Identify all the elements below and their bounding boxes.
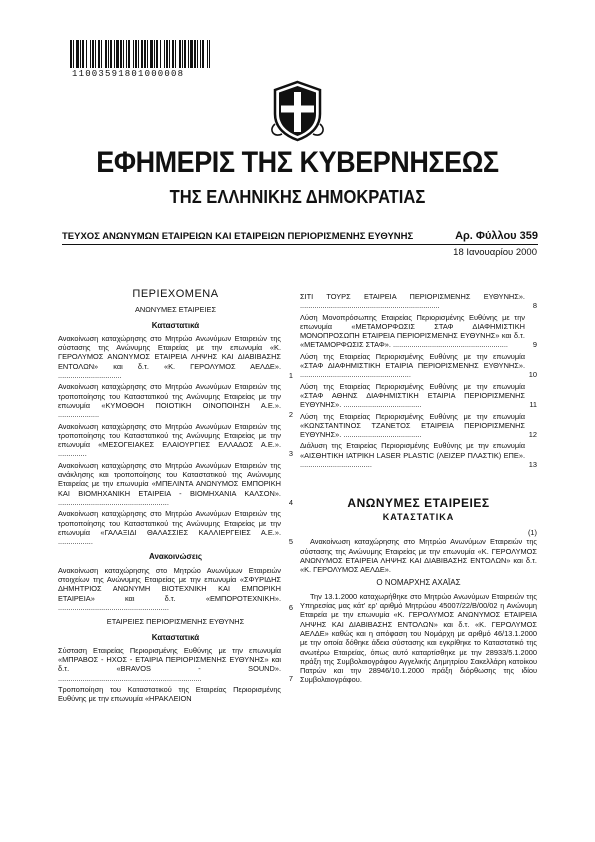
contents-entry <box>58 646 293 683</box>
contents-section-epe: ΕΤΑΙΡΕΙΕΣ ΠΕΡΙΟΡΙΣΜΕΝΗΣ ΕΥΘΥΝΗΣ <box>106 617 245 627</box>
contents-entry-page: 5 <box>288 537 293 547</box>
contents-entry-page: 7 <box>288 673 293 683</box>
contents-entry-text: Ανακοίνωση καταχώρησης στο Μητρώο Ανωνύμων Εταιρειών της τροποποίησης του Καταστατικού της Ανώνυμης Εταιρείας με την επωνυμία «ΚΥΜΟΘΟΗ ΠΟΙΟΤΙΚΗ ΟΙΝΟΠΟΙΗΣΗ Α.Ε.». .................... <box>58 382 281 420</box>
contents-entry <box>300 313 537 350</box>
barcode-bar <box>190 40 193 68</box>
barcode-bar <box>144 40 146 68</box>
contents-entry <box>58 509 293 546</box>
contents-entry <box>300 292 537 311</box>
contents-entry <box>58 685 293 704</box>
barcode-bar <box>182 40 183 68</box>
contents-entry <box>300 441 537 469</box>
barcode-bar <box>76 40 79 68</box>
barcode-bar <box>207 40 208 68</box>
barcode-bar <box>90 40 91 68</box>
contents-entry-page: 12 <box>528 430 537 440</box>
contents-entry-page: 9 <box>532 340 537 350</box>
barcode-bar <box>92 40 94 68</box>
body-section-title: ΑΝΩΝΥΜΕΣ ΕΤΑΙΡΕΙΕΣ <box>347 496 490 511</box>
barcode-bar <box>98 40 100 68</box>
barcode-bar <box>188 40 189 68</box>
contents-section-ae: ΑΝΩΝΥΜΕΣ ΕΤΑΙΡΕΙΕΣ <box>134 305 217 315</box>
barcode-bar <box>175 40 176 68</box>
barcode-bar <box>172 40 174 68</box>
contents-title: ΠΕΡΙΕΧΟΜΕΝΑ <box>132 288 219 300</box>
barcode-bar <box>70 40 72 68</box>
barcode-bar <box>114 40 115 68</box>
barcode-bar <box>86 40 87 68</box>
contents-entry <box>300 412 537 440</box>
sheet-number: Αρ. Φύλλου 359 <box>455 230 538 242</box>
barcode-bar <box>154 40 155 68</box>
barcode-bar <box>141 40 143 68</box>
contents-entry-text: Ανακοίνωση καταχώρησης στο Μητρώο Ανωνύμων Εταιρειών στοιχείων της Ανώνυμης Εταιρείας με την επωνυμία «ΣΦΥΡΙΔΗΣ ΔΗΜΗΤΡΙΟΣ ΑΝΩΝΥΜΗ ΒΙΟΤΕΧΝΙΚΗ ΚΑΙ ΕΜΠΟΡΙΚΗ ΕΤΑΙΡΕΙΑ» και δ.τ. «ΕΜΠΟΡΟΤΕΧΝΙΚΗ». ...................................................... <box>58 565 281 612</box>
barcode-bar <box>128 40 130 68</box>
barcode-bar <box>82 40 84 68</box>
barcode-number: 11003591801000008 <box>72 69 185 79</box>
barcode-bar <box>80 40 81 68</box>
barcode-bar <box>150 40 153 68</box>
contents-sub-announcements: Ανακοινώσεις <box>148 552 202 562</box>
barcode-bar <box>110 40 112 68</box>
barcode-bar <box>123 40 124 68</box>
prefect-heading: Ο ΝΟΜΑΡΧΗΣ ΑΧΑΪΑΣ <box>376 578 461 588</box>
barcode-bar <box>202 40 204 68</box>
contents-entry <box>300 382 537 410</box>
item-number: (1) <box>527 527 537 537</box>
contents-entry-page: 1 <box>288 371 293 381</box>
barcode-bar <box>179 40 181 68</box>
contents-entry-text: Λύση Μονοπρόσωπης Εταιρείας Περιορισμένης Ευθύνης με την επωνυμία «ΜΕΤΑΜΟΡΦΩΣΙΣ ΣΤΑΦ ΔΙΑΦΗΜΙΣΤΙΚΗ ΜΟΝΟΠΡΟΣΩΠΗ ΕΤΑΙΡΕΙΑ ΠΕΡΙΟΡΙΣΜΕΝΗΣ ΕΥΘΥΝΗΣ» και δ.τ. «ΜΕΤΑΜΟΡΦΩΣΙΣ ΣΤΑΦ». ........................................................ <box>300 312 525 350</box>
contents-entry-text: Σύσταση Εταιρείας Περιορισμένης Ευθύνης με την επωνυμία «ΜΠΡΑΒΟΣ - ΗΧΟΣ - ΕΤΑΙΡΙΑ ΠΕΡΙΟΡΙΣΜΕΝΗΣ ΕΥΘΥΝΗΣ» και δ.τ. «BRAVOS - SOUND». ...................................................................... <box>58 645 281 683</box>
barcode-bar <box>133 40 134 68</box>
barcode-bar <box>105 40 107 68</box>
contents-entry-text: Ανακοίνωση καταχώρησης στο Μητρώο Ανωνύμων Εταιρειών της τροποποίησης του Καταστατικού της Ανώνυμης Εταιρείας με την επωνυμία «ΜΕΣΟΓΕΙΑΚΕΣ ΕΛΑΙΟΥΡΓΙΕΣ ΕΛΛΑΔΟΣ Α.Ε.». .............. <box>58 421 281 459</box>
barcode-bar <box>116 40 119 68</box>
page-title: ΕΦΗΜΕΡΙΣ ΤΗΣ ΚΥΒΕΡΝΗΣΕΩΣ <box>96 146 499 179</box>
body-sub-title: ΚΑΤΑΣΤΑΤΙΚΑ <box>382 511 455 522</box>
contents-entry-page: 8 <box>532 301 537 311</box>
contents-column-left <box>58 290 293 706</box>
barcode-bar <box>166 40 168 68</box>
barcode-bar <box>184 40 186 68</box>
barcode-bar <box>95 40 96 68</box>
contents-entry-page: 3 <box>288 449 293 459</box>
barcode-bar <box>135 40 137 68</box>
contents-entry-text: ΣΙΤΙ ΤΟΥΡΣ ΕΤΑΙΡΕΙΑ ΠΕΡΙΟΡΙΣΜΕΝΗΣ ΕΥΘΥΝΗΣ». .................................................................... <box>300 292 525 311</box>
contents-entry-text: Διάλυση της Εταιρείας Περιορισμένης Ευθύνης με την επωνυμία «ΑΙΣΘΗΤΙΚΗ ΙΑΤΡΙΚΗ LASER PLASTIC (ΛΕΙΖΕΡ ΠΛΑΣΤΙΚ) ΕΠΕ». ................................... <box>300 441 525 470</box>
barcode-bar <box>164 40 165 68</box>
contents-entry-page: 4 <box>288 497 293 507</box>
barcode-bar <box>209 40 210 68</box>
page-subtitle: ΤΗΣ ΕΛΛΗΝΙΚΗΣ ΔΗΜΟΚΡΑΤΙΑΣ <box>169 187 426 207</box>
contents-entry <box>58 566 293 612</box>
barcode-bar <box>101 40 102 68</box>
contents-entry-text: Ανακοίνωση καταχώρησης στο Μητρώο Ανωνύμων Εταιρειών της ανάκλησης και τροποποίησης του Καταστατικού της Ανώνυμης Εταιρείας με την επωνυμία «ΜΠΕΛΙΝΤΑ ΑΝΩΝΥΜΟΣ ΕΜΠΟΡΙΚΗ ΚΑΙ ΒΙΟΜΗΧΑΝΙΚΗ ΕΤΑΙΡΕΙΑ - ΒΙΟΜΗΧΑΝΙΑ ΚΑΛΣΟΝ». ...................................................... <box>58 460 281 507</box>
barcode-bar <box>156 40 158 68</box>
contents-column-right <box>300 292 537 685</box>
coat-of-arms-icon <box>270 80 325 142</box>
contents-entry-page: 13 <box>528 460 537 470</box>
body-intro: Ανακοίνωση καταχώρησης στο Μητρώο Ανωνύμων Εταιρειών της σύστασης της Ανώνυμης Εταιρείας με την επωνυμία «Κ. ΓΕΡΟΛΥΜΟΣ ΑΝΩΝΥΜΟΣ ΕΤΑΙΡΕΙΑ ΛΗΨΗΣ ΚΑΙ ΔΙΑΒΙΒΑΣΗΣ ΕΝΤΟΛΩΝ» και δ.τ. «Κ. ΓΕΡΟΛΥΜΟΣ ΑΕΛΔΕ». <box>300 537 537 575</box>
contents-entry-page: 11 <box>529 400 537 410</box>
barcode-bar <box>200 40 201 68</box>
body-paragraph: Την 13.1.2000 καταχωρήθηκε στο Μητρώο Ανωνύμων Εταιρειών της Υπηρεσίας μας κάτ' ερ' αριθμό Μητρώου 45007/22/Β/00/02 η Ανώνυμη Εταιρεία με την επωνυμία «Κ. ΓΕΡΟΛΥΜΟΣ ΑΝΩΝΥΜΟΣ ΕΤΑΙΡΕΙΑ ΛΗΨΗΣ ΚΑΙ ΔΙΑΒΙΒΑΣΗΣ ΕΝΤΟΛΩΝ» και δ.τ. «Κ. ΓΕΡΟΛΥΜΟΣ ΑΕΛΔΕ» καθώς και η απόφαση του Νομάρχη με αριθμό 46/13.1.2000 με την οποία δόθηκε άδεια σύστασης και εγκρίθηκε το Καταστατικό της ανωτέρω Εταιρείας, όπως αυτό καταρτίσθηκε με την 28933/5.1.2000 πράξη της Συμβολαιογράφου Αγγελικής Δημητρίου Σακελλάρη κατοίκου Πατρών και την 28946/10.1.2000 πράξη διόρθωσης της ιδίου Συμβολαιογράφου. <box>300 591 537 685</box>
contents-entry <box>58 422 293 459</box>
contents-entry <box>300 352 537 380</box>
barcode <box>70 40 210 68</box>
contents-sub-statutes: Καταστατικά <box>151 320 200 330</box>
issue-type: ΤΕΥΧΟΣ ΑΝΩΝΥΜΩΝ ΕΤΑΙΡΕΙΩΝ ΚΑΙ ΕΤΑΙΡΕΙΩΝ ΠΕΡΙΟΡΙΣΜΕΝΗΣ ΕΥΘΥΝΗΣ <box>62 231 414 242</box>
contents-entry <box>58 461 293 507</box>
issue-date: 18 Ιανουαρίου 2000 <box>453 247 537 258</box>
contents-sub-statutes-epe: Καταστατικά <box>151 632 200 642</box>
contents-entry-text: Τροποποίηση του Καταστατικού της Εταιρείας Περιορισμένης Ευθύνης με την επωνυμία «ΗΡΑΚΛΕΙΟΝ <box>58 684 281 704</box>
contents-entry <box>58 382 293 419</box>
barcode-bar <box>138 40 139 68</box>
barcode-bar <box>169 40 170 68</box>
barcode-bar <box>126 40 127 68</box>
barcode-bar <box>73 40 74 68</box>
contents-entry-text: Ανακοίνωση καταχώρησης στο Μητρώο Ανωνύμων Εταιρειών της σύστασης της Ανώνυμης Εταιρείας με την επωνυμία «Κ. ΓΕΡΟΛΥΜΟΣ ΑΝΩΝΥΜΟΣ ΕΤΑΙΡΕΙΑ ΛΗΨΗΣ ΚΑΙ ΔΙΑΒΙΒΑΣΗΣ ΕΝΤΟΛΩΝ» και δ.τ. «Κ. ΓΕΡΟΛΥΜΟΣ ΑΕΛΔΕ». ............................... <box>58 333 281 381</box>
barcode-bar <box>120 40 122 68</box>
barcode-bar <box>194 40 196 68</box>
barcode-bar <box>147 40 148 68</box>
contents-entry-page: 6 <box>288 602 293 612</box>
barcode-bar <box>197 40 198 68</box>
barcode-bar <box>160 40 161 68</box>
contents-entry-text: Λύση της Εταιρείας Περιορισμένης Ευθύνης με την επωνυμία «ΣΤΑΦ ΔΙΑΦΗΜΙΣΤΙΚΗ ΕΤΑΙΡΙΑ ΠΕΡΙΟΡΙΣΜΕΝΗΣ ΕΥΘΥΝΗΣ». ...................................................... <box>300 351 525 380</box>
contents-entry-text: Ανακοίνωση καταχώρησης στο Μητρώο Ανωνύμων Εταιρειών της τροποποίησης του Καταστατικού της Ανώνυμης Εταιρείας με την επωνυμία «ΓΑΛΑΞΙΔΙ ΘΑΛΑΣΣΙΕΣ ΚΑΛΛΙΕΡΓΕΙΕΣ Α.Ε.». ................. <box>58 509 281 547</box>
contents-entry-text: Λύση της Εταιρείας Περιορισμένης Ευθύνης με την επωνυμία «ΣΤΑΦ ΑΘΗΝΣ ΔΙΑΦΗΜΙΣΤΙΚΗ ΕΤΑΙΡΙΑ ΠΕΡΙΟΡΙΣΜΕΝΗΣ ΕΥΘΥΝΗΣ». ...................................... <box>300 381 525 410</box>
barcode-bar <box>108 40 109 68</box>
header-divider <box>62 244 538 245</box>
contents-entry-text: Λύση της Εταιρείας Περιορισμένης Ευθύνης με την επωνυμία «ΚΩΝΣΤΑΝΤΙΝΟΣ ΤΖΑΝΕΤΟΣ ΕΤΑΙΡΕΙΑ ΠΕΡΙΟΡΙΣΜΕΝΗΣ ΕΥΘΥΝΗΣ». ...................................... <box>300 411 525 440</box>
contents-entry <box>58 334 293 380</box>
contents-entry-page: 10 <box>528 370 537 380</box>
contents-entry-page: 2 <box>288 410 293 420</box>
